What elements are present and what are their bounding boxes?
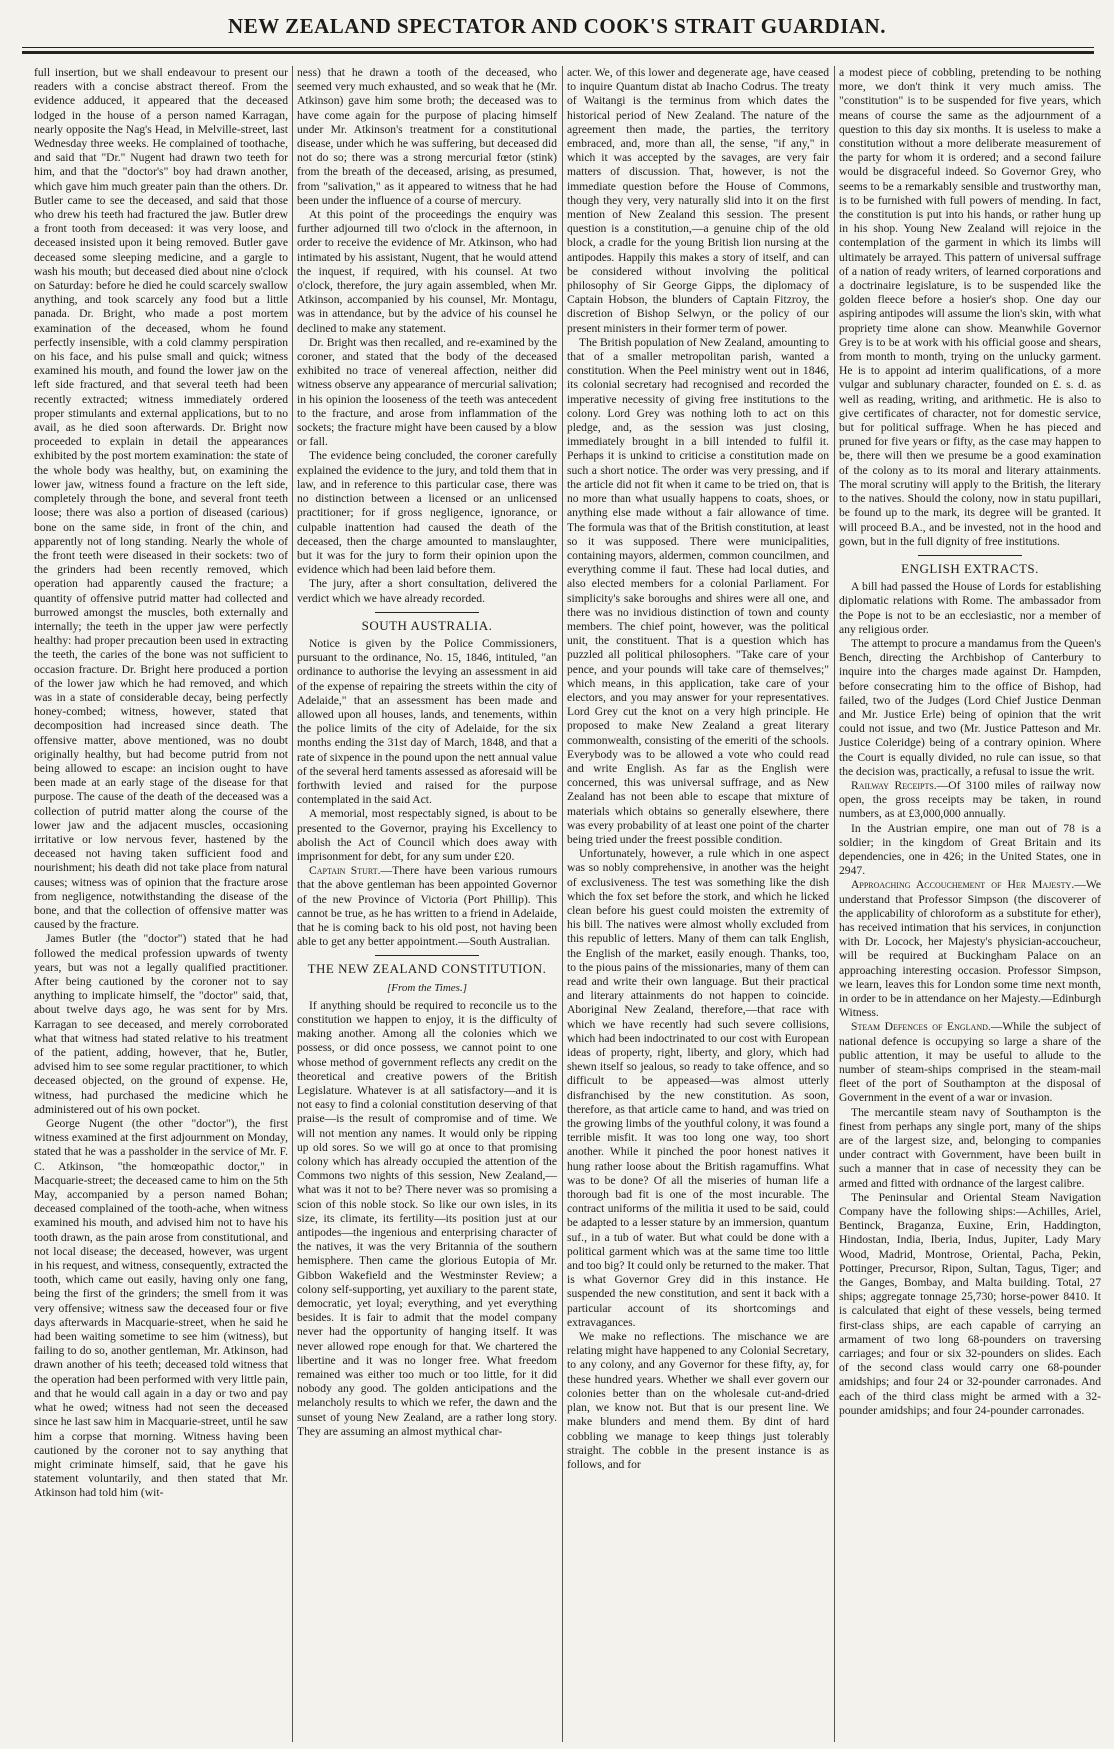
article-paragraph: At this point of the proceedings the enquiry was further adjourned till two o'clock in the afternoon, in order to receive the evidence of Mr. Atkinson, who had intimated by his assistant, Nugent, that he would attend the inquest, if required, with his counsel. At two o'clock, therefore, the jury again assembled, when Mr. Atkinson, accompanied by his counsel, Mr. Montagu, was in attendance, but by the advice of his counsel he declined to make any statement. (297, 208, 557, 335)
article-paragraph: A bill had passed the House of Lords for establishing diplomatic relations with Rome. The ambassador from the Pope is not to be an ecclesiastic, nor a member of any religious order. (839, 580, 1101, 636)
column-3 (567, 66, 829, 1742)
column-divider (292, 66, 293, 1742)
column-1 (34, 66, 288, 1742)
run-in-label: Steam Defences of England. (851, 1020, 991, 1034)
article-paragraph: The mercantile steam navy of Southampton is the finest from perhaps any single port, many of the ships are of the largest size, and, belonging to companies under contract with Government, have been built in such a manner that in case of necessity they can be armed and fitted with ordnance of the largest calibre. (839, 1105, 1101, 1190)
newspaper-masthead: NEW ZEALAND SPECTATOR AND COOK'S STRAIT GUARDIAN. (228, 14, 886, 38)
article-paragraph (839, 1020, 1101, 1105)
article-paragraph: The British population of New Zealand, amounting to that of a smaller metropolitan parish, wanted a constitution. When the Peel ministry went out in 1846, its colonial secretary had recognised and recorded the imperative necessity of giving free institutions to the colony. Lord Grey was nothing loth to act on this pledge, and, as the session was just closing, immediately brought in a bill intended to fulfil it. Perhaps it is unkind to criticise a constitution made on such a short notice. The order was very pressing, and if the article did not fit when it came to be tried on, that is no more than what usually happens to coats, shoes, or anything else made without a fair allowance of time. The formula was that of the British constitution, at least so it was supposed. There were municipalities, containing mayors, aldermen, common councilmen, and everything comme il faut. These had local duties, and also elected members for a colonial Parliament. For simplicity's sake boroughs and shires were all one, and there was no invidious distinction of town and county members. The chief point, however, was the political unit, the constituent. That is a question which has puzzled all political philosophers. "Take care of your pence, and your pounds will take care of themselves;" which means, in this application, take care of your electors, and you may answer for your representatives. Lord Grey cut the knot on a very high principle. He proposed to make New Zealand a great literary commonwealth, consisting of the emeriti of the schools. Everybody was to be allowed a vote who could read and write English. As far as the English were concerned, this was universal suffrage, and as New Zealand has not been able to escape that mixture of materials which obtains so generally elsewhere, there was every probability of at least one point of the charter being tried under the freest possible condition. (567, 335, 829, 846)
article-paragraph: Unfortunately, however, a rule which in one aspect was so nobly comprehensive, in another was the height of exclusiveness. The test was something like the dish which the fox set before the stork, and which he licked clean before his guest could moisten the extremity of his bill. The natives were almost wholly excluded from this republic of letters. Many of them can talk English, the English of the market, easily enough. Thanks, too, to the pious pains of the missionaries, many of them can read and write their own language. But their practical and literary attainments do not happen to coincide. Aboriginal New Zealand, therefore,—that race with which we have recently had such severe collisions, which had been indoctrinated to our cost with European ideas of property, right, liberty, and glory, which had shewn itself so jealous, so ready to take offence, and so difficult to be appeased—was almost utterly disfranchised by the new constitution. As soon, therefore, as that article came to hand, and was tried on the growing limbs of the youthful colony, it was found a terrible misfit. It was too long one way, too short another. While it pinched the poor honest natives it hung rather loose about the British ragamuffins. What was to be done? Of all the miseries of human life a thorough bad fit is one of the most incurable. The contract uniforms of the militia it used to be said, could be adapted to a lesser stature by an immersion, quantum suf., in a tub of water. But what could be done with a political garment which was at the same time too little and too big? It could only be returned to the maker. That is what Governor Grey did in this instance. He suspended the new constitution, and sent it back with a particular account of its shortcomings and extravagances. (567, 847, 829, 1329)
paragraph-text: —We understand that Professor Simpson (the discoverer of the applicability of chloroform as a substitute for ether), has received intimation that his services, in conjunction with Dr. Locock, her Majesty's physician-accoucheur, will be required at Buckingham Palace on an approaching interesting occasion. Professor Simpson, we learn, leaves this for London some time next month, in order to be in attendance on her Majesty.—Edinburgh Witness. (839, 878, 1101, 1020)
column-divider (834, 66, 835, 1742)
article-paragraph (839, 779, 1101, 822)
article-paragraph (839, 878, 1101, 1020)
paragraph-text: —While the subject of national defence is occupying so large a share of the public attention, it may be useful to allude to the number of steam-ships comprised in the steam-mail fleet of the port of Southampton at the disposal of Government in the event of a war or invasion. (839, 1020, 1101, 1105)
section-heading-english-extracts: ENGLISH EXTRACTS. (901, 560, 1039, 576)
run-in-label: Approaching Accouchement of Her Majesty. (851, 878, 1075, 892)
section-rule (918, 555, 1023, 556)
paragraph-text: —Of 3100 miles of railway now open, the gross receipts may be taken, in round numbers, as at £3,000,000 annually. (839, 778, 1101, 821)
article-paragraph: The evidence being concluded, the coroner carefully explained the evidence to the jury, and told them that in law, and in reference to this particular case, there was no distinction between a licensed or an unlicensed practitioner; for if gross negligence, ignorance, or culpable inattention had caused the death of the deceased, then the charge amounted to manslaughter, but it was for the jury to form their opinion upon the evidence which had been laid before them. (297, 449, 557, 577)
paragraph-text: —There have been various rumours that the above gentleman has been appointed Governor of the new Province of Victoria (Port Phillip). This cannot be true, as he has written to a friend in Adelaide, that he is coming back to his old post, not having been able to get any better appointment.—South Australian. (297, 864, 557, 949)
column-divider (562, 66, 563, 1742)
article-paragraph: Dr. Bright was then recalled, and re-examined by the coroner, and stated that the body of the deceased exhibited no trace of venereal affection, neither did witness observe any appearance of mercurial salivation; in his opinion the looseness of the teeth was antecedent to the fracture, and arose from inflammation of the sockets; the fracture might have been caused by a blow or fall. (297, 335, 557, 449)
article-paragraph: full insertion, but we shall endeavour to present our readers with a concise abstract thereof. From the evidence adduced, it appeared that the deceased lodged in the house of a person named Karragan, nearly opposite the Nag's Head, in Melville-street, last Wednesday three weeks. He complained of toothache, and said that "Dr." Nugent had drawn two teeth for him, and that the "doctor's" boy had drawn another, which gave him much greater pain than the others. Dr. Butler came to see the deceased, and said that those who drew his teeth had fractured the jaw. Butler drew a front tooth from deceased: it was very loose, and deceased insisted upon it being removed. Butler gave deceased some sleeping medicine, and a gargle to wash his mouth; but deceased died about nine o'clock on Saturday: before he died he could scarcely swallow anything, and took scarcely any food but a little panada. Dr. Bright, who made a post mortem examination of the deceased, whom he found perfectly insensible, with a cold clammy perspiration on his face, and his pulse small and quick; witness examined his mouth, and found the lower jaw on the left side fractured, and that several teeth had been recently extracted; witness immediately ordered proper stimulants and external applications, but to no avail, as he died soon afterwards. Dr. Bright now proceeded to explain in detail the appearances exhibited by the post mortem examination: the state of the whole body was healthy, but, on examining the lower jaw, witness found a fracture on the left side, completely through the bone, and several front teeth loose; there was also a portion of diseased (carious) bone on the same side, in front of the chin, and apparently not of long standing. Nearly the whole of the front teeth were diseased in their sockets: two of the grinders had been recently removed, which operation had apparently caused the fracture; a quantity of offensive putrid matter had collected and burrowed amongst the muscles, both externally and internally; the teeth in the upper jaw were perfectly healthy: had proper precaution been used in extracting the teeth, the caries of the bone was not sufficient to occasion fracture. Dr. Bright here produced a portion of the lower jaw which he had removed, and which was in a state of considerable decay, being perfectly honey-combed; witness, however, stated that decomposition had increased since death. The offensive matter, above mentioned, was no doubt originally healthy, but had become putrid from not being allowed to escape: an incision ought to have been made at an early stage of the disease for that purpose. The cause of the death of the deceased was a collection of putrid matter along the course of the lower jaw and the adjacent muscles, occasioning irritative or low nervous fever, hastened by the deceased not having taken sufficient food and nourishment; his death did not take place from natural causes; witness was of opinion that the fracture arose from negligence, notwithstanding the disease of the bone, and that the collection of offensive matter was caused by the fracture. (34, 66, 288, 932)
article-paragraph: Notice is given by the Police Commissioners, pursuant to the ordinance, No. 15, 1846, intituled, "an ordinance to authorise the levying an assessment in aid of the expense of repairing the streets within the city of Adelaide," that an assessment has been made and allowed upon all houses, lands, and tenements, within the police limits of the city of Adelaide, for the six months ending the 31st day of March, 1848, and that a rate of sixpence in the pound upon the nett annual value of the several herd taments assessed as aforesaid will be forthwith levied and raised for the purpose contemplated in the said Act. (297, 636, 557, 807)
article-paragraph: The attempt to procure a mandamus from the Queen's Bench, directing the Archbishop of Canterbury to inquire into the charges made against Dr. Hampden, before consecrating him to the office of Bishop, had failed, two of the Judges (Lord Chief Justice Denman and Mr. Justice Erle) being of opinion that the writ could not issue, and two (Mr. Justice Patteson and Mr. Justice Coleridge) being of a contrary opinion. Where the Court is equally divided, no rule can issue, so that the decision was, practically, a refusal to issue the writ. (839, 636, 1101, 778)
article-paragraph: We make no reflections. The mischance we are relating might have happened to any Colonial Secretary, to any colony, and any Governor for these fifty, ay, for these hundred years. Whether we shall ever govern our colonies better than on the wholesale cut-and-dried plan, we know not. But that is our present line. We make blunders and mend them. By dint of hard cobbling we manage to keep things just tolerably straight. The cobble in the present instance is as follows, and for (567, 1330, 829, 1471)
column-4 (839, 66, 1101, 1742)
article-paragraph: A memorial, most respectably signed, is about to be presented to the Governor, praying his Excellency to abolish the Act of Council which does away with imprisonment for debt, for any sum under £20. (297, 807, 557, 863)
run-in-label: Railway Receipts. (851, 778, 937, 792)
column-2 (297, 66, 557, 1742)
article-paragraph: The Peninsular and Oriental Steam Navigation Company have the following ships:—Achilles, Ariel, Bentinck, Braganza, Euxine, Erin, Haddington, Hindostan, India, Iberia, Indus, Jupiter, Lady Mary Wood, Madrid, Montrose, Oriental, Pacha, Pekin, Pottinger, Precursor, Ripon, Sultan, Tagus, Tiger; and the Ganges, Bombay, and Malta building. Total, 27 ships; aggregate tonnage 25,730; horse-power 8410. It is calculated that eight of these vessels, being termed first-class ships, are each capable of carrying an armament of two long 68-pounders on traversing carriages; and four or six 32-pounders on slides. Each of the second class would carry one 68-pounder amidships; and four 24 or 32-pounder carronades. And each of the third class might be armed with a 32-pounder amidships; and four 24-pounder carronades. (839, 1190, 1101, 1417)
article-paragraph: James Butler (the "doctor") stated that he had followed the medical profession upwards of twenty years, but was not a legally qualified practitioner. After being cautioned by the coroner not to say anything to implicate himself, the "doctor" said, that, about twelve days ago, he was sent for by Mrs. Karragan to see deceased, and merely corroborated what that witness had stated relative to his treatment of the patient, adding, however, that he, Butler, advised him to see some regular practitioner, to which deceased objected, on the ground of expense. He, witness, had purchased the medicine which he administered out of his own pocket. (34, 932, 288, 1116)
article-paragraph: The jury, after a short consultation, delivered the verdict which we have already recorded. (297, 577, 557, 605)
section-rule (375, 955, 479, 956)
article-paragraph: George Nugent (the other "doctor"), the first witness examined at the first adjournment on Monday, stated that he was a passholder in the service of Mr. F. C. Atkinson, "the homœopathic doctor," in Macquarie-street; the deceased came to him on the 5th May, accompanied by a person named Bohan; deceased complained of the tooth-ache, when witness examined his mouth, and advised him not to have his tooth drawn, as the pain arose from constitutional, and not local disease; the deceased, however, was urgent in his request, and witness, consequently, extracted the tooth, which came out easily, having only one fang, being the first of the grinders; the smell from it was very offensive; witness saw the deceased four or five days afterwards in Macquarie-street, when he said he had been waiting sometime to see him (witness), but failing to do so, another gentleman, Mr. Atkinson, had drawn another of his teeth; deceased told witness that the operation had been performed with very little pain, and that he would call again in a day or two and pay what he owed; witness had not seen the deceased since he last saw him in Macquarie-street, until he saw him a corpse that morning. Witness having been cautioned by the coroner not to say anything that might criminate himself, said, that he gave his statement voluntarily, and then stated that Mr. Atkinson had told him (wit- (34, 1117, 288, 1500)
article-paragraph: ness) that he drawn a tooth of the deceased, who seemed very much exhausted, and so weak that he (Mr. Atkinson) gave him some broth; the deceased was to have come again for the purpose of placing himself under Mr. Atkinson's treatment for a constitutional disease, under which he was suffering, but deceased did not do so; there was a strong mercurial fœtor (stink) from the breath of the deceased, arising, as presumed, from "salivation," as it appeared to witness that he had been under the influence of a course of mercury. (297, 66, 557, 207)
article-paragraph (297, 864, 557, 949)
article-paragraph: a modest piece of cobbling, pretending to be nothing more, we don't think it very much amiss. The "constitution" is to be suspended for five years, which means of course the same as the adjournment of a question to this day six months. It is useless to make a constitution without a more deliberate measurement of the party for whom it is ordered; and a second failure would be disgraceful indeed. So Governor Grey, who seems to be a remarkably sensible and trustworthy man, is to be furnished with full powers of mending. In fact, the constitution is put into his hands, or rather hung up in his shop. Young New Zealand will rejoice in the contemplation of the garment in which its limbs will ultimately be arrayed. This pattern of universal suffrage of a nation of ready writers, of learned corporations and a doctrinaire legislature, is to be suspended like the golden fleece before a hosier's shop. One day our aspiring antipodes will assume the lion's skin, with what propriety time alone can show. Meanwhile Governor Grey is to be at work with his official goose and shears, from month to month, trying on the unlucky garment. He is to appoint ad interim qualifications, of a more vulgar and sublunary character, founded on £. s. d. as well as reading, writing, and arithmetic. He is also to give certificates of character, not for domestic service, but for political suffrage. When he has pieced and pruned for five years or fifty, as the case may happen to be, there will then we presume be a good examination of the colony as to its moral and literary attainments. The moral scrutiny will apply to the British, the literary to the natives. Should the colony, now in statu pupillari, be found up to the mark, its degree will be granted. It will proceed B.A., and be invested, not in the hood and gown, but in the full dignity of free institutions. (839, 66, 1101, 548)
run-in-label: Captain Sturt. (309, 864, 381, 878)
source-attribution: [From the Times.] (387, 981, 467, 994)
section-heading-south-australia: SOUTH AUSTRALIA. (361, 617, 493, 633)
article-paragraph: acter. We, of this lower and degenerate age, have ceased to inquire Quantum distat ab Inacho Codrus. The treaty of Waitangi is the terminus from which dates the historical period of New Zealand. The nature of the agreement then made, the parties, the territory embraced, and, more than all, the sense, "if any," in which it was accepted by the savages, are very fair matters of discussion. That, however, is not the immediate question before the House of Commons, though they very, very naturally slid into it on the first mention of New Zealand this session. The present question is a constitution,—a genuine chip of the old block, a cradle for the young British lion nursing at the antipodes. Happily this makes a story of itself, and can be considered without involving the political philosophy of Sir George Gipps, the diplomacy of Captain Hobson, the blunders of Captain Fitzroy, the discretion of Bishop Selwyn, or the policy of our present ministers in their former term of power. (567, 66, 829, 335)
article-paragraph: If anything should be required to reconcile us to the constitution we happen to enjoy, it is the difficulty of making another. Among all the colonies which we possess, or did once possess, we cannot point to one whose method of government reflects any credit on the theoretical and creative powers of the British Legislature. Whatever is at all satisfactory—and it is not easy to find a colonial constitution deserving of that praise—is the result of compromise and of time. We will not mention any names. It would only be ripping up old sores. So we will go at once to that promising colony which has already occupied the attention of the Commons two nights of this session, New Zealand,—what was it not to be? There never was so promising a scion of this noble stock. So like our own isles, in its size, its climate, its fertility—its position just at our antipodes—the ingenious and enterprising character of the natives, it was the very Britannia of the southern hemisphere. Then came the glorious Eutopia of Mr. Gibbon Wakefield and the Westminster Review; a colony self-supporting, yet auxiliary to the parent state, democratic, yet loyal; everything, and yet everything besides. It is fair to admit that the model company never had the opportunity of hanging itself. It was never allowed rope enough for that. We chartered the libertine and it was no longer free. What freedom remained was either too much or too little, for it did nobody any good. The golden anticipations and the melancholy results to which we refer, the dawn and the sunset of young New Zealand, are a rather long story. They are assuming an almost mythical char- (297, 998, 557, 1438)
section-heading-constitution: THE NEW ZEALAND CONSTITUTION. (307, 961, 547, 977)
section-rule (375, 612, 479, 613)
masthead-rule-thick (22, 51, 1094, 54)
masthead-rule-thin (22, 47, 1094, 48)
article-paragraph: In the Austrian empire, one man out of 78 is a soldier; in the kingdom of Great Britain and its dependencies, one in 426; in the United States, one in 2947. (839, 821, 1101, 878)
